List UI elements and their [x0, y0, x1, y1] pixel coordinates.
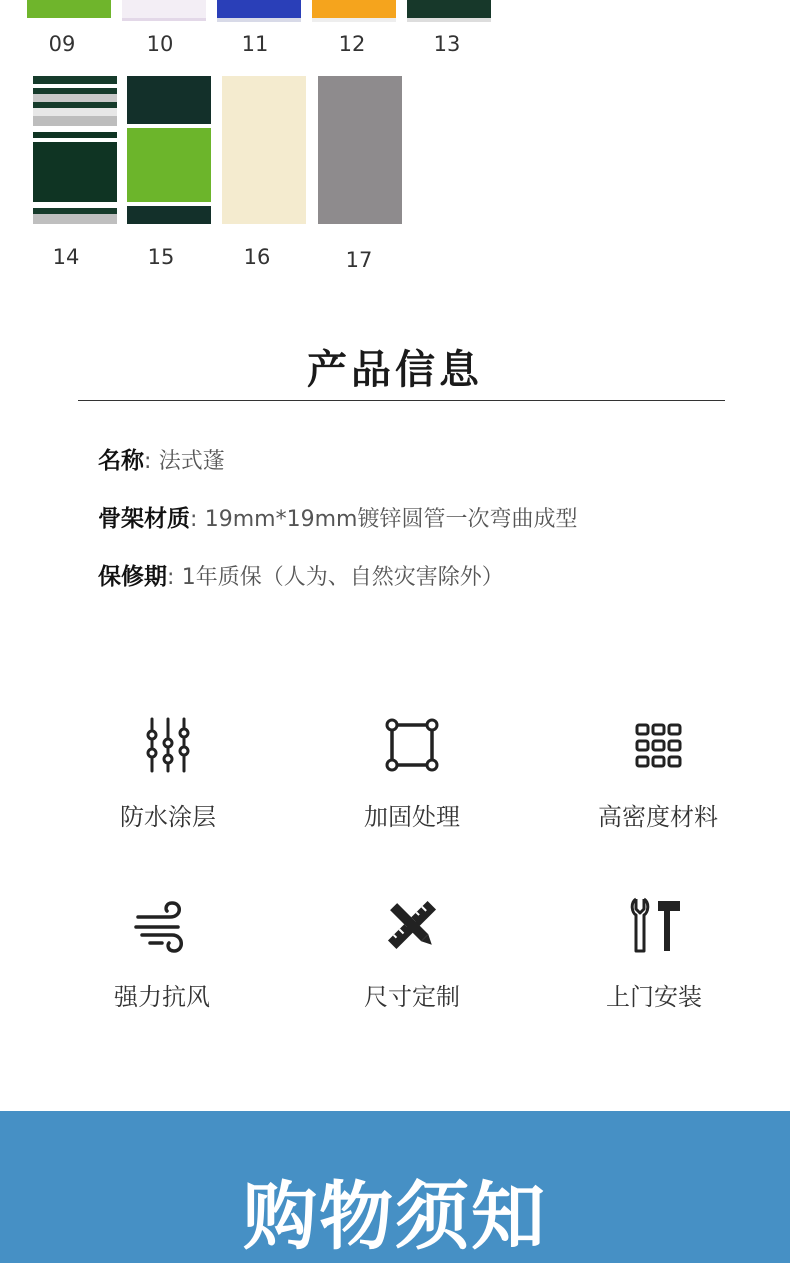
- feature-custom-size: [287, 895, 537, 1012]
- ruler-pencil-icon: [382, 895, 442, 955]
- info-warranty-key: 保修期: [98, 564, 167, 590]
- feature-label: 尺寸定制: [364, 983, 460, 1011]
- wind-icon: [132, 895, 192, 955]
- swatch-number: 15: [147, 245, 175, 269]
- feature-high-density: [533, 715, 783, 832]
- info-frame-sep: :: [190, 507, 198, 532]
- footer-title: 购物须知: [243, 1174, 547, 1260]
- feature-label: 高密度材料: [598, 803, 718, 831]
- swatch-15: [127, 76, 211, 224]
- swatch-number: 13: [433, 32, 461, 56]
- swatch-row-bottom: [0, 0, 790, 280]
- feature-label: 上门安装: [606, 983, 702, 1011]
- info-name-key: 名称: [98, 448, 144, 474]
- feature-label: 加固处理: [364, 803, 460, 831]
- swatch-number: 17: [345, 248, 373, 272]
- feature-installation: [529, 895, 779, 1012]
- section-title: 产品信息: [307, 347, 483, 393]
- feature-label: 防水涂层: [120, 803, 216, 831]
- info-frame: [98, 500, 577, 533]
- info-frame-value: 19mm*19mm镀锌圆管一次弯曲成型: [204, 507, 578, 532]
- reinforce-icon: [382, 715, 442, 775]
- info-warranty: [98, 558, 504, 591]
- swatch-17: [318, 76, 402, 224]
- feature-reinforce: [287, 715, 537, 832]
- swatch-number: 14: [52, 245, 80, 269]
- swatch-14: [33, 76, 117, 224]
- feature-wind-resistant: [37, 895, 287, 1012]
- info-warranty-value: 1年质保（人为、自然灾害除外）: [181, 565, 504, 590]
- info-name-sep: :: [144, 449, 152, 474]
- info-frame-key: 骨架材质: [98, 506, 190, 532]
- info-warranty-sep: :: [167, 565, 175, 590]
- waterproof-icon: [138, 715, 198, 775]
- feature-label: 强力抗风: [114, 983, 210, 1011]
- swatch-number: 09: [48, 32, 76, 56]
- grid-icon: [628, 715, 688, 775]
- info-name: [98, 442, 225, 475]
- title-divider: [78, 400, 725, 401]
- swatch-number: 16: [243, 245, 271, 269]
- swatch-number: 10: [146, 32, 174, 56]
- swatch-number: 11: [241, 32, 269, 56]
- swatch-number: 12: [338, 32, 366, 56]
- feature-waterproof: [43, 715, 293, 832]
- swatch-16: [222, 76, 306, 224]
- tools-icon: [624, 895, 684, 955]
- info-name-value: 法式蓬: [158, 449, 225, 474]
